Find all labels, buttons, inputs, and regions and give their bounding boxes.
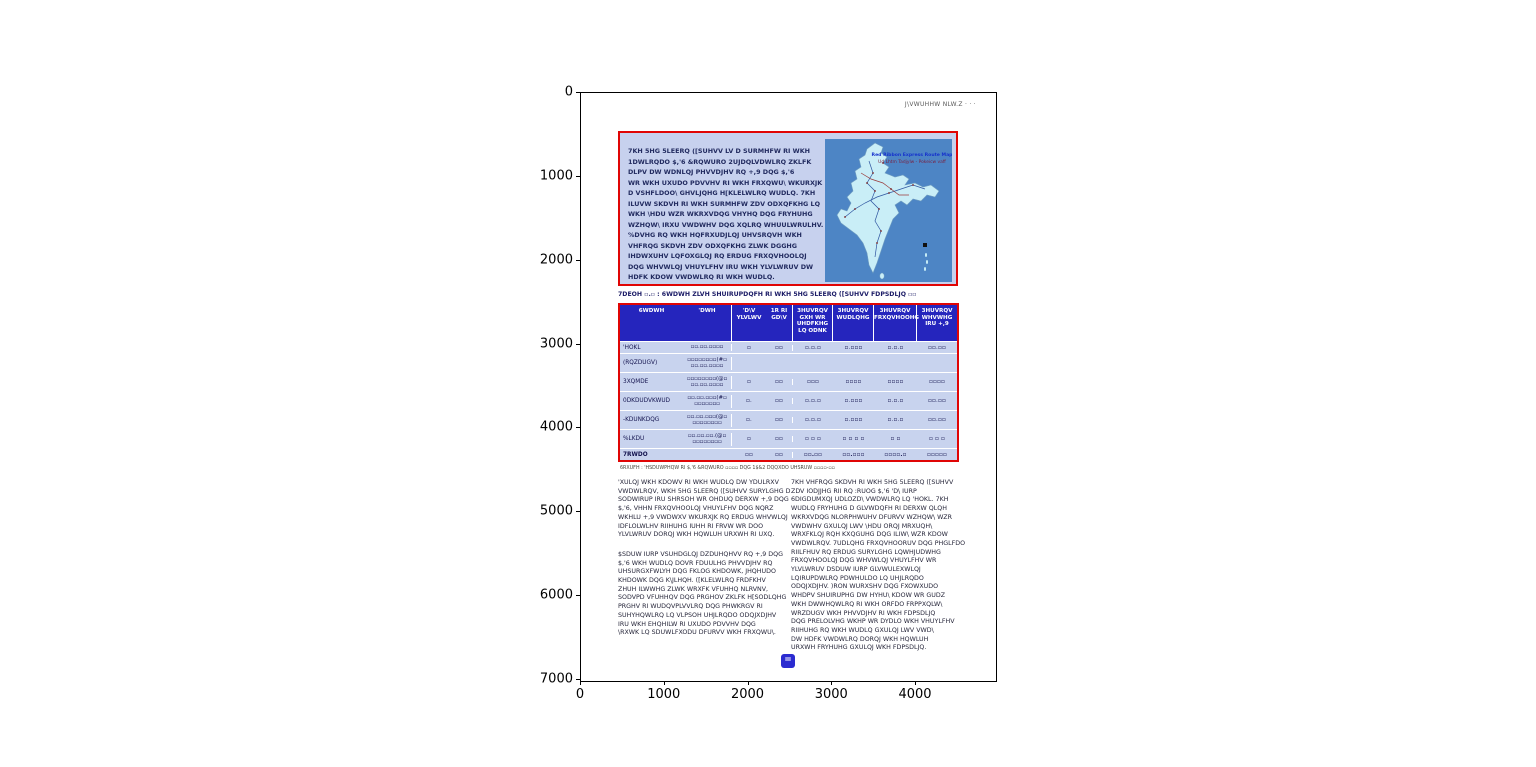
page-number-badge: = <box>781 654 795 668</box>
cell-value: ▫ <box>747 379 751 385</box>
header-line: GXH WR <box>799 314 826 321</box>
x-tick-label: 4000 <box>898 687 932 702</box>
header-line: FRXQVHOOHG <box>874 314 919 321</box>
cell-value: ▫ ▫ ▫ ▫ <box>842 436 865 442</box>
body-text-line: \RXWK LQ SDUWLFXODU DFURVV WKH FRXQWU\. <box>618 629 776 637</box>
intro-text-line: HDFK KDOW VWDWLRQ RI WKH WUDLQ. <box>628 273 775 281</box>
map-title-line2: Ud Lhtm Tadjylw - Pokeicw vaff <box>878 160 946 165</box>
body-text-line: YLVLWRUV DORQJ WKH HQWLUH URXWH RI UXQ. <box>618 531 775 539</box>
intro-text-line: WKH \HDU WZR WKRXVDQG VHYHQ DQG FRYHUHG <box>628 210 813 218</box>
x-tick-label: 0 <box>575 687 585 702</box>
header-line: LQ ODNK <box>798 327 827 334</box>
header-line: 3HUVRQV <box>879 308 911 314</box>
intro-text-line: %DVHG RQ WKH HQFRXUDJLQJ UHVSRQVH WKH <box>628 231 802 239</box>
cell-value: ▫.▫.▫ <box>887 344 904 351</box>
body-text-right-column <box>791 479 966 653</box>
body-text-line: WKRXVDQG NLORPHWUHV DFURVV WZHQW\ WZR <box>791 513 952 521</box>
y-tick-label: 6000 <box>539 587 573 603</box>
body-text-line: 6DIGDUMXQJ UDLOZD\ VWDWLRQ LQ 'HOKL. 7KH <box>791 496 949 504</box>
header-line: YLVLWV <box>736 314 762 321</box>
cell-date <box>683 357 732 370</box>
cell-state: 7RWDO <box>623 451 648 458</box>
cell-date <box>683 414 732 427</box>
date-line: ▫▫.▫▫.▫▫.(@▫ <box>687 432 727 439</box>
table-row <box>620 391 957 410</box>
intro-text-line: 7KH 5HG 5LEERQ ([SUHVV LV D SURMHFW RI WKH <box>628 147 810 155</box>
body-text-line: SODWIRUP IRU SHRSOH WR OHDUQ DERXW +,9 DQG <box>618 496 789 504</box>
date-line: ▫▫.▫▫.▫▫▫(@▫ <box>686 413 728 420</box>
x-tick-mark <box>915 681 916 685</box>
page-header-right-text: J\VWUHHW NLW.Z · · · <box>904 101 976 108</box>
cell-date <box>683 376 732 389</box>
cell-value: ▫.▫.▫ <box>805 344 821 351</box>
india-map-image <box>825 139 952 282</box>
body-text-line: DW HDFK VWDWLRQ DORQJ WKH HQWLUH <box>791 635 929 643</box>
intro-text-line: ILUVW SKDVH RI WKH SURMHFW ZDV ODXQFKHG LQ <box>628 199 821 208</box>
cell-value: ▫ <box>747 436 751 442</box>
cell-value: ▫▫ <box>766 398 793 404</box>
cell-value: ▫.▫▫▫ <box>844 398 863 404</box>
table-body <box>620 341 957 460</box>
intro-text-line: WR WKH UXUDO PDVVHV RI WKH FRXQWU\ WKURXJK <box>628 178 823 187</box>
cell-value: ▫.▫▫▫ <box>844 344 863 351</box>
intro-box <box>618 131 958 286</box>
table-header-cell <box>732 305 766 341</box>
cell-value: ▫▫▫ <box>807 379 819 385</box>
y-tick-label: 0 <box>564 84 573 100</box>
intro-text-line: IHDWXUHV LQFOXGLQJ RQ ERDUG FRXQVHOOLQJ <box>628 252 807 260</box>
cell-value: ▫▫ <box>766 345 793 351</box>
x-tick-label: 1000 <box>647 687 681 702</box>
table-row <box>620 429 957 448</box>
cell-value: ▫▫ <box>766 436 793 442</box>
y-tick-label: 1000 <box>539 168 573 184</box>
x-tick-label: 3000 <box>814 687 848 702</box>
cell-date <box>683 344 732 351</box>
cell-state: (RQZDUGV) <box>623 360 658 366</box>
header-line: GD\V <box>771 314 787 321</box>
india-route-map <box>825 139 952 282</box>
header-line: 3HUVRQV <box>921 308 953 314</box>
cell-value: ▫ ▫ ▫ <box>929 436 945 442</box>
body-text-line: ZHUH ILWWHG ZLWK WRXFK VFUHHQ NLRVNV, <box>618 585 769 593</box>
table-row <box>620 341 957 353</box>
table-header-cell <box>683 305 732 341</box>
body-text-line: DQG PRELOLVHG WKHP WR DYDLO WKH VHUYLFHV <box>791 618 955 626</box>
body-text-line: RIILFHUV RQ ERDUG SURYLGHG LQWHJUDWHG <box>791 548 941 556</box>
body-text-line: LQIRUPDWLRQ PDWHULDO LQ UHJLRQDO <box>791 574 924 582</box>
y-tick-label: 7000 <box>539 671 573 687</box>
body-text-line: KHDOWK DQG K\JLHQH. ([KLELWLRQ FRDFKHV <box>618 577 766 585</box>
body-text-line: ZDV IODJJHG RII RQ :RUOG $,'6 'D\ IURP <box>791 487 917 495</box>
y-tick-mark <box>576 92 580 93</box>
header-line: UHDFKHG <box>796 321 829 328</box>
body-text-line: 'XULQJ WKH KDOWV RI WKH WUDLQ DW YDULRXV <box>618 479 779 486</box>
cell-value: ▫▫▫▫ <box>929 379 945 385</box>
body-text-line: IDFLOLWLHV RIIHUHG IUHH RI FRVW WR DOO <box>618 522 764 530</box>
body-text-line: PRGHV RI WUDQVPLVVLRQ DQG PHWKRGV RI <box>618 603 763 611</box>
x-tick-mark <box>664 681 665 685</box>
body-text-line: VWDWLRQV. 7UDLQHG FRXQVHOORUV DQG PHGLFDO <box>791 539 966 547</box>
date-line: ▫▫▫▫▫▫▫▫ <box>692 439 722 445</box>
cell-value: ▫. <box>746 417 752 423</box>
map-title-line1: Red Ribbon Express Route Map <box>871 153 952 158</box>
header-line: 'DWH <box>698 308 716 314</box>
cell-date <box>683 433 732 446</box>
date-line: ▫▫.▫▫.▫▫▫▫ <box>690 363 724 369</box>
body-text-line: ODQJXDJHV. )RON WURXSHV DQG FXOWXUDO <box>791 583 939 591</box>
header-line: 6WDWH <box>638 308 665 314</box>
table-footnote: 6RXUFH : 'HSDUWPHQW RI $,'6 &RQWURO ▫▫▫▫ DQG 1$&2 DQQXDO UHSRUW ▫▫▫▫-▫▫ <box>620 466 835 471</box>
cell-state: %LKDU <box>623 436 645 442</box>
cell-value: ▫▫ <box>745 451 753 458</box>
body-text-line: IRU WKH EHQHILW RI UXUDO PDVVHV DQG <box>618 620 756 628</box>
cell-value: ▫▫.▫▫ <box>928 344 946 351</box>
cell-value: ▫.▫.▫ <box>805 417 821 423</box>
body-text-line: $,'6 WKH WUDLQ DOVR FDUULHG PHVVDJHV RQ <box>618 559 773 567</box>
y-tick-mark <box>576 260 580 261</box>
cell-value: ▫▫▫▫ <box>887 379 904 385</box>
date-line: ▫▫▫▫▫▫▫▫(#▫ <box>687 356 727 363</box>
intro-text-line: D VSHFLDOO\ GHVLJQHG H[KLELWLRQ WUDLQ. 7KH <box>628 189 816 197</box>
intro-text-line: WZHQW\ IRXU VWDWHV DQG XQLRQ WHUULWRULHV. <box>628 220 824 229</box>
y-tick-mark <box>576 344 580 345</box>
cell-value: ▫▫.▫▫ <box>928 398 946 404</box>
table-header-cell <box>793 305 833 341</box>
cell-value: ▫▫.▫▫▫ <box>842 451 865 458</box>
body-text-line: UHSURGXFWLYH DQG FKLOG KHDOWK, JHQHUDO <box>618 568 776 576</box>
cell-value: ▫ ▫ ▫ <box>805 436 821 442</box>
date-line: ▫▫.▫▫.▫▫▫▫ <box>690 382 724 388</box>
table-row <box>620 410 957 429</box>
body-text-line: VWDWHV GXULQJ LWV \HDU ORQJ MRXUQH\ <box>791 522 933 530</box>
cell-value: ▫▫▫▫▫ <box>927 451 947 458</box>
y-tick-mark <box>576 427 580 428</box>
body-text-line: VWDWLRQV, WKH 5HG 5LEERQ ([SUHVV SURYLGHG D <box>618 487 791 495</box>
date-line: ▫▫▫▫▫▫▫▫ <box>692 420 722 426</box>
body-text-line: SODVPD VFUHHQV DQG PRGHOV ZKLFK H[SODLQHG <box>618 594 787 602</box>
map-legend-marker <box>923 243 927 247</box>
body-text-line: RIIHUHG RQ WKH WUDLQ GXULQJ LWV VWD\ <box>791 626 934 634</box>
body-text-line: $,'6, VHHN FRXQVHOOLQJ VHUYLFHV DQG NQRZ <box>618 505 774 513</box>
header-line: 'D\V <box>742 308 756 314</box>
header-line: 1R RI <box>770 308 788 314</box>
header-line: 3HUVRQV <box>837 308 869 314</box>
cell-value: ▫ <box>747 344 751 351</box>
date-line: ▫▫.▫▫.▫▫▫▫ <box>690 344 724 351</box>
y-tick-label: 4000 <box>539 419 573 435</box>
body-text-line: YLVLWRUV DSDUW IURP GLVWULEXWLQJ <box>791 566 921 574</box>
cell-value: ▫▫ <box>766 379 793 385</box>
body-text-line: URXWH FRYHUHG GXULQJ WKH FDPSDLJQ. <box>791 644 927 652</box>
date-line: ▫▫▫▫▫▫▫▫(@▫ <box>686 375 728 382</box>
table-row <box>620 372 957 391</box>
cell-state: 0DKDUDVKWUD <box>623 398 671 404</box>
cell-state: 3XQMDE <box>623 379 649 385</box>
table-header-cell <box>766 305 793 341</box>
y-tick-label: 2000 <box>539 252 573 268</box>
table-header-cell <box>620 305 683 341</box>
cell-value: ▫.▫▫▫ <box>844 417 863 423</box>
state-performance-table <box>618 303 959 462</box>
body-text-line: WRZDUGV WKH PHVVDJHV RI WKH FDPSDLJQ <box>791 609 936 617</box>
body-text-left-column <box>618 479 790 638</box>
body-text-line: WRXFKLQJ RQH KXQGUHG DQG ILIW\ WZR KDOW <box>791 531 948 539</box>
y-tick-label: 5000 <box>539 503 573 519</box>
cell-value: ▫. <box>746 398 752 404</box>
intro-text-line: DLPV DW WDNLQJ PHVVDJHV RQ +,9 DQG $,'6 <box>628 168 795 176</box>
date-line: ▫▫▫▫▫▫▫ <box>694 401 720 407</box>
paragraph-gap <box>618 540 790 551</box>
body-text-line: WKH DWWHQWLRQ RI WKH ORFDO FRPPXQLW\ <box>791 600 943 608</box>
x-tick-mark <box>748 681 749 685</box>
body-text-line: WKHLU +,9 VWDWXV WKURXJK RQ ERDUG WHVWLQJ <box>618 513 788 521</box>
x-tick-label: 2000 <box>730 687 765 702</box>
cell-value: ▫.▫.▫ <box>887 398 904 404</box>
cell-value: ▫▫ <box>766 417 793 423</box>
intro-text-line: DQG WHVWLQJ VHUYLFHV IRU WKH YLVLWRUV DW <box>628 262 814 271</box>
body-text-line: WUDLQ FRYHUHG D GLVWDQFH RI DERXW QLQH <box>791 505 947 513</box>
plot-axes <box>580 92 997 682</box>
table-header-cell <box>874 305 917 341</box>
x-tick-mark <box>580 681 581 685</box>
table-header-cell <box>833 305 874 341</box>
x-tick-mark <box>831 681 832 685</box>
cell-value: ▫▫▫▫.▫ <box>884 451 907 458</box>
cell-value: ▫▫ <box>766 452 793 458</box>
header-line: WHVWHG <box>921 314 953 321</box>
intro-text-block <box>628 146 822 283</box>
y-tick-mark <box>576 679 580 680</box>
header-line: 3HUVRQV <box>797 308 828 314</box>
date-line: ▫▫.▫▫.▫▫▫(#▫ <box>687 394 727 401</box>
header-line: WUDLQHG <box>836 314 870 321</box>
body-text-line: 7KH VHFRQG SKDVH RI WKH 5HG 5LEERQ ([SUHVV <box>791 479 954 486</box>
cell-value: ▫▫.▫▫ <box>928 417 946 423</box>
cell-value: ▫▫.▫▫ <box>803 451 823 458</box>
body-text-line: WHDPV SHUIRUPHG DW HYHU\ KDOW WR GUDZ <box>791 592 946 600</box>
table-caption: 7DEOH ▫.▫ : 6WDWH ZLVH SHUIRUPDQFH RI WKH 5HG 5LEERQ ([SUHVV FDPSDLJQ ▫▫ <box>618 291 917 298</box>
header-line: IRU +,9 <box>925 321 949 328</box>
body-text-line: SUHYHQWLRQ LQ VLPSOH UHJLRQDO ODQJXDJHV <box>618 611 777 619</box>
cell-state: -KDUNKDQG <box>623 417 660 423</box>
intro-text-line: 1DWLRQDO $,'6 &RQWURO 2UJDQLVDWLRQ ZKLFK <box>628 157 812 166</box>
y-tick-mark <box>576 176 580 177</box>
y-tick-mark <box>576 511 580 512</box>
table-header-cell <box>917 305 957 341</box>
cell-value: ▫.▫.▫ <box>887 417 904 423</box>
table-row <box>620 448 957 460</box>
body-text-line: $SDUW IURP VSUHDGLQJ DZDUHQHVV RQ +,9 DQG <box>618 550 783 558</box>
table-header-row <box>620 305 957 341</box>
y-tick-label: 3000 <box>539 336 573 352</box>
table-row <box>620 353 957 372</box>
y-tick-mark <box>576 595 580 596</box>
cell-value: ▫ ▫ <box>890 436 901 442</box>
cell-value: ▫▫▫▫ <box>845 379 862 385</box>
body-text-line: FRXQVHOOLQJ DQG WHVWLQJ VHUYLFHV WR <box>791 557 937 565</box>
cell-state: 'HOKL <box>623 344 641 351</box>
cell-date <box>683 395 732 408</box>
cell-value: ▫.▫.▫ <box>805 398 821 404</box>
intro-text-line: VHFRQG SKDVH ZDV ODXQFKHG ZLWK DGGHG <box>628 241 798 250</box>
